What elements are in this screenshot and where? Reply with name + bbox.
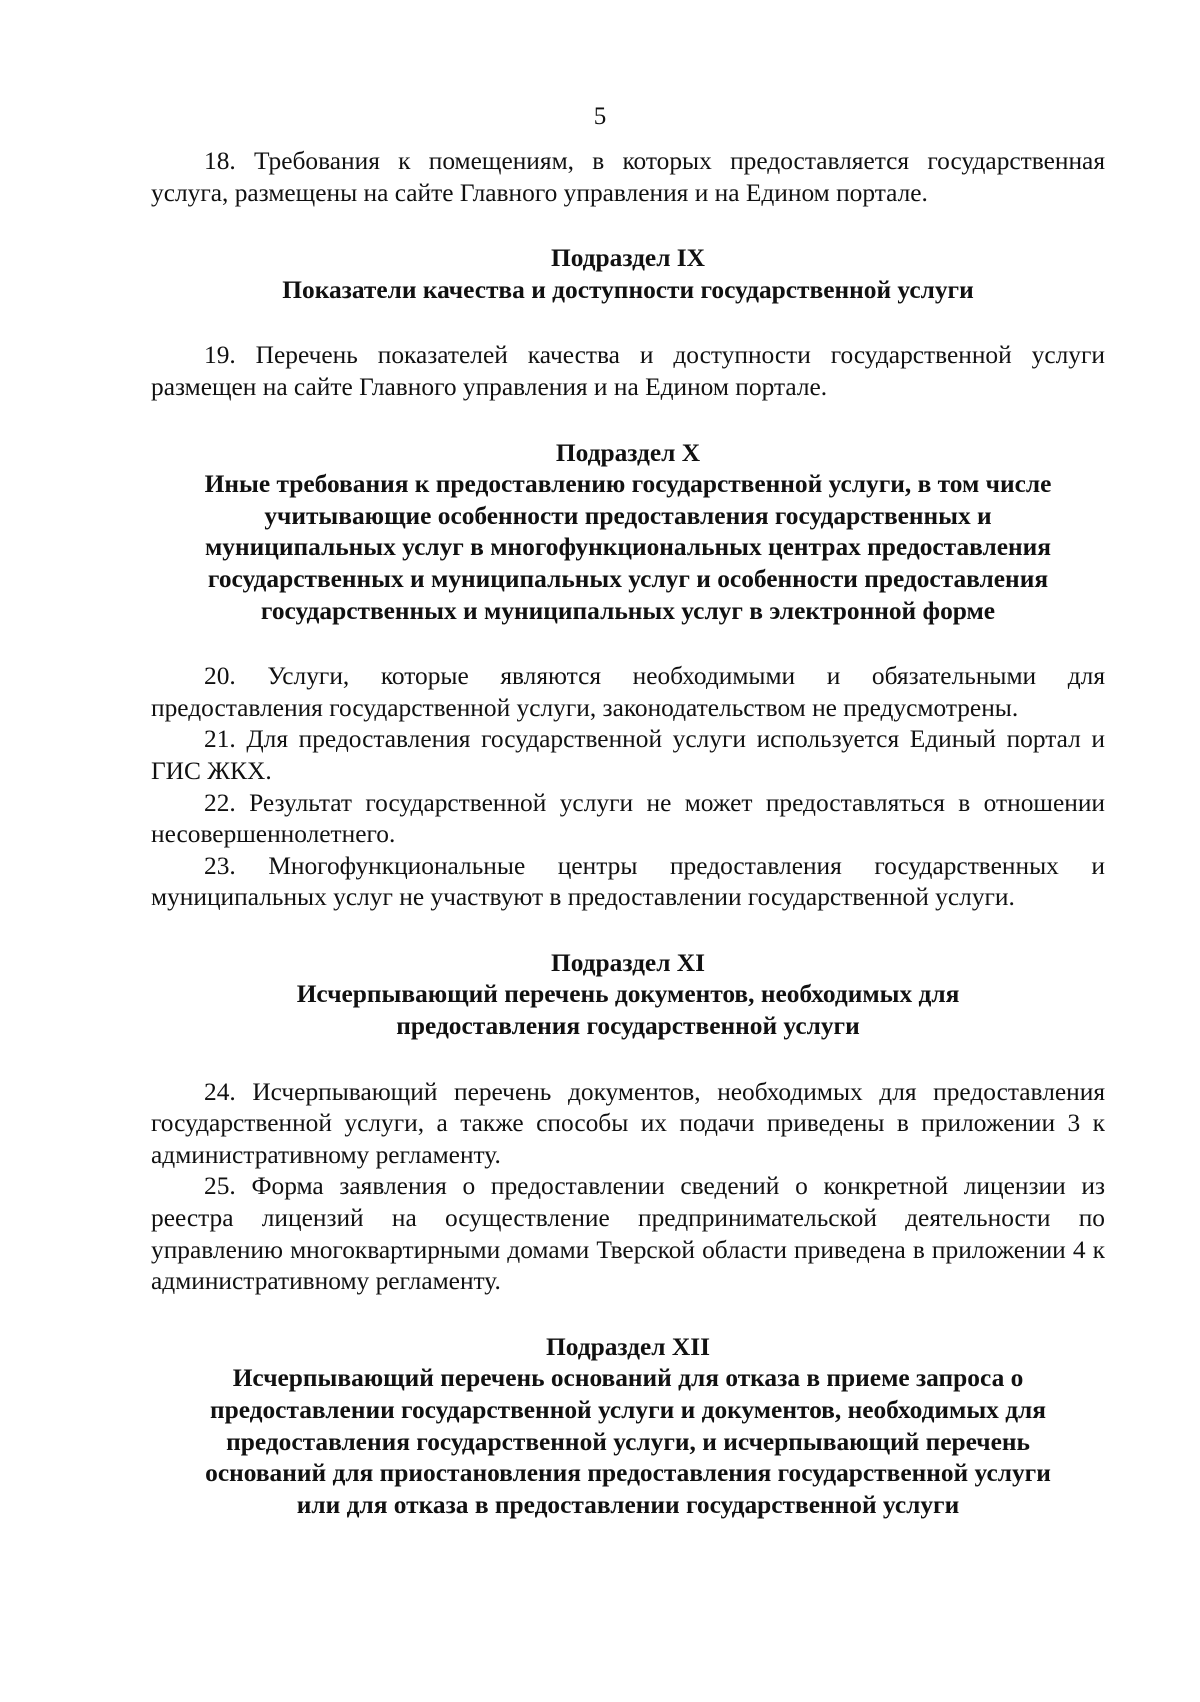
section-title-line: предоставлении государственной услуги и документов, необходимых для — [209, 1396, 1047, 1424]
paragraph-24: 24. Исчерпывающий перечень документов, необходимых для предоставления государственной услуги, а также способы их подачи приведены в приложении 3 к административному регламенту. — [151, 1077, 1105, 1169]
section-title-line: муниципальных услуг в многофункциональных центрах предоставления — [204, 533, 1052, 562]
paragraph-23: 23. Многофункциональные центры предоставления государственных и муниципальных услуг не участвуют в предоставлении государственной услуги. — [151, 851, 1105, 912]
section-title: Показатели качества и доступности государственной услуги — [282, 275, 974, 304]
section-heading-10 — [151, 438, 1105, 628]
section-label: Подраздел XI — [550, 948, 706, 977]
section-title-line: учитывающие особенности предоставления государственных и — [264, 501, 992, 530]
page-number: 5 — [593, 103, 607, 130]
section-title-line: Исчерпывающий перечень документов, необходимых для — [296, 980, 960, 1009]
section-title-line: предоставления государственной услуги — [396, 1012, 860, 1041]
section-title-line: оснований для приостановления предоставления государственной услуги — [205, 1459, 1051, 1488]
section-title-line: Исчерпывающий перечень оснований для отказа в приеме запроса о — [232, 1364, 1024, 1393]
section-label: Подраздел XII — [546, 1332, 710, 1361]
section-title-line: государственных и муниципальных услуг и особенности предоставления — [207, 564, 1049, 593]
document-body — [151, 146, 1105, 1521]
section-label: Подраздел IX — [550, 244, 706, 273]
section-label: Подраздел X — [555, 438, 701, 467]
section-title-line: государственных и муниципальных услуг в электронной форме — [260, 596, 996, 625]
paragraph-20: 20. Услуги, которые являются необходимыми и обязательными для предоставления государственной услуги, законодательством не предусмотрены. — [151, 662, 1105, 722]
section-title-line: Иные требования к предоставлению государственной услуги, в том числе — [204, 470, 1052, 499]
section-title-line: предоставления государственной услуги, и исчерпывающий перечень — [226, 1427, 1030, 1456]
section-heading-11 — [151, 948, 1105, 1043]
paragraph-21: 21. Для предоставления государственной услуги используется Единый портал и ГИС ЖКХ. — [151, 725, 1105, 785]
paragraph-25: 25. Форма заявления о предоставлении сведений о конкретной лицензии из реестра лицензий на осуществление предпринимательской деятельности по управлению многоквартирными домами Тверской области приведена в приложении 4 к административному регламенту. — [151, 1172, 1105, 1296]
paragraph-22: 22. Результат государственной услуги не может предоставляться в отношении несовершеннолетнего. — [151, 788, 1105, 849]
paragraph-18: 18. Требования к помещениям, в которых предоставляется государственная услуга, размещены на сайте Главного управления и на Едином портале. — [151, 147, 1105, 207]
section-title-line: или для отказа в предоставлении государственной услуги — [296, 1490, 960, 1519]
paragraph-19: 19. Перечень показателей качества и доступности государственной услуги размещен на сайте Главного управления и на Едином портале. — [151, 341, 1105, 401]
section-heading-12 — [151, 1332, 1105, 1522]
section-heading-9 — [151, 243, 1105, 306]
